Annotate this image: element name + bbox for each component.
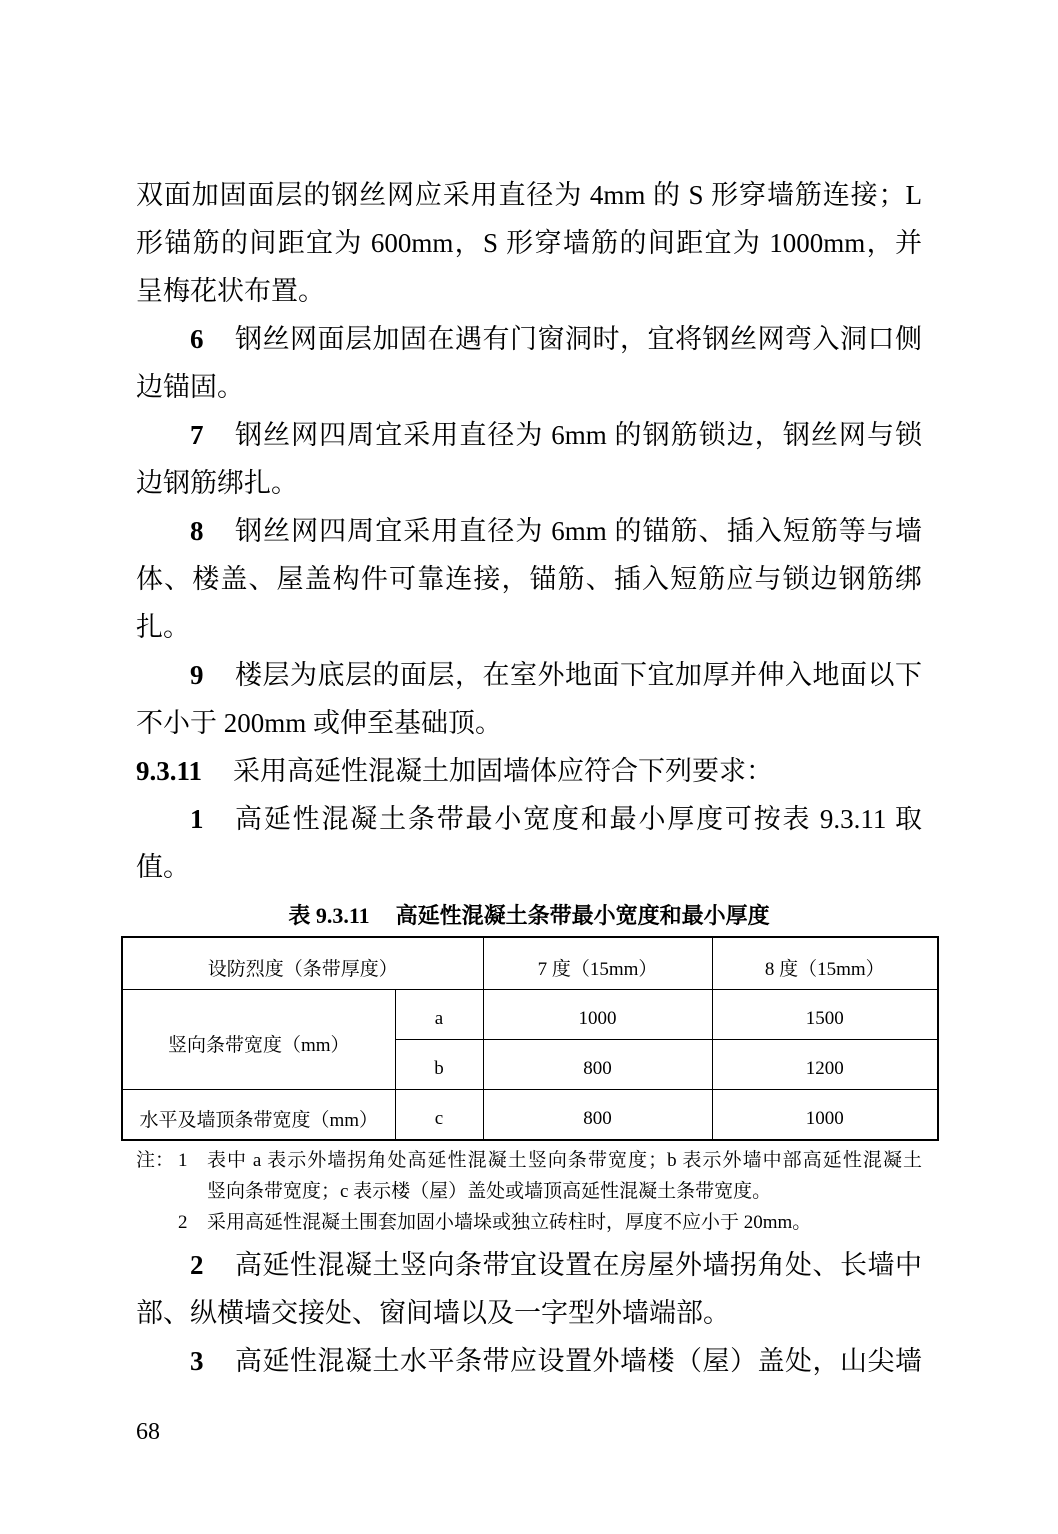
note-1-line xyxy=(136,1145,922,1176)
notes-prefix: 注： xyxy=(136,1150,175,1171)
item-number: 7 xyxy=(190,420,204,450)
table-caption xyxy=(0,902,1058,930)
item-7-line xyxy=(136,411,922,459)
notes-indent xyxy=(136,1207,178,1238)
line-text: 楼层为底层的面层，在室外地面下宜加厚并伸入地面以下 xyxy=(235,660,922,690)
line-text: 钢丝网面层加固在遇有门窗洞时，宜将钢丝网弯入洞口侧 xyxy=(235,324,922,354)
header-cell-degree-8: 8 度（15mm） xyxy=(712,937,938,989)
line-text: 高延性混凝土水平条带应设置外墙楼（屋）盖处，山尖墙 xyxy=(235,1346,922,1376)
item-9-line xyxy=(136,651,922,699)
table-caption-title: 高延性混凝土条带最小宽度和最小厚度 xyxy=(395,903,770,928)
item-8-line xyxy=(136,555,922,603)
cell-value-7: 800 xyxy=(483,1039,712,1089)
body-text-lower xyxy=(136,1241,922,1385)
cell-value-7: 1000 xyxy=(483,989,712,1039)
item-7-line xyxy=(136,459,922,507)
item-8-line xyxy=(136,507,922,555)
table-header-row xyxy=(122,937,938,989)
clause-item-1-line xyxy=(136,795,922,843)
line-text: 高延性混凝土条带最小宽度和最小厚度可按表 9.3.11 取 xyxy=(235,804,922,834)
note-2-line xyxy=(136,1207,922,1238)
note-number: 2 xyxy=(178,1212,188,1233)
clause-item-2-line xyxy=(136,1289,922,1337)
note-text: 采用高延性混凝土围套加固小墙垛或独立砖柱时，厚度不应小于 20mm。 xyxy=(207,1212,812,1233)
table-row xyxy=(122,1089,938,1140)
line-text: 呈梅花状布置。 xyxy=(136,276,325,306)
line-text: 形锚筋的间距宜为 600mm，S 形穿墙筋的间距宜为 1000mm，并 xyxy=(136,228,922,258)
row-key: c xyxy=(395,1089,483,1140)
data-table xyxy=(121,936,939,1141)
note-number: 1 xyxy=(178,1150,188,1171)
note-text: 竖向条带宽度；c 表示楼（屋）盖处或墙顶高延性混凝土条带宽度。 xyxy=(207,1181,772,1202)
clause-item-1-line xyxy=(136,843,922,891)
row-key: b xyxy=(395,1039,483,1089)
line-text: 不小于 200mm 或伸至基础顶。 xyxy=(136,708,503,738)
clause-item-2-line xyxy=(136,1241,922,1289)
cell-value-8: 1500 xyxy=(712,989,938,1039)
item-number: 1 xyxy=(190,804,204,834)
line-text: 边钢筋绑扎。 xyxy=(136,468,298,498)
body-line xyxy=(136,171,922,219)
note-1-line xyxy=(136,1176,922,1207)
cell-value-8: 1200 xyxy=(712,1039,938,1089)
row-key: a xyxy=(395,989,483,1039)
line-text: 扎。 xyxy=(136,612,190,642)
item-number: 8 xyxy=(190,516,204,546)
clause-item-3-line xyxy=(136,1337,922,1385)
line-text: 部、纵横墙交接处、窗间墙以及一字型外墙端部。 xyxy=(136,1298,730,1328)
item-6-line xyxy=(136,315,922,363)
clause-text: 采用高延性混凝土加固墙体应符合下列要求： xyxy=(233,756,773,786)
item-number: 2 xyxy=(190,1250,204,1280)
row-group-label: 水平及墙顶条带宽度（mm） xyxy=(122,1089,395,1140)
line-text: 值。 xyxy=(136,852,190,882)
line-text: 体、楼盖、屋盖构件可靠连接，锚筋、插入短筋应与锁边钢筋绑 xyxy=(136,564,922,594)
item-number: 6 xyxy=(190,324,204,354)
line-text: 钢丝网四周宜采用直径为 6mm 的钢筋锁边，钢丝网与锁 xyxy=(235,420,922,450)
row-group-label: 竖向条带宽度（mm） xyxy=(122,989,395,1089)
header-cell-degree-7: 7 度（15mm） xyxy=(483,937,712,989)
item-number: 3 xyxy=(190,1346,204,1376)
item-9-line xyxy=(136,699,922,747)
body-line xyxy=(136,219,922,267)
line-text: 高延性混凝土竖向条带宜设置在房屋外墙拐角处、长墙中 xyxy=(235,1250,922,1280)
note-text: 表中 a 表示外墙拐角处高延性混凝土竖向条带宽度；b 表示外墙中部高延性混凝土 xyxy=(207,1150,922,1171)
table-notes xyxy=(136,1145,922,1238)
table-row xyxy=(122,989,938,1039)
cell-value-7: 800 xyxy=(483,1089,712,1140)
item-number: 9 xyxy=(190,660,204,690)
line-text: 双面加固面层的钢丝网应采用直径为 4mm 的 S 形穿墙筋连接；L xyxy=(136,180,922,210)
clause-heading xyxy=(136,747,922,795)
line-text: 边锚固。 xyxy=(136,372,244,402)
table-caption-label: 表 9.3.11 xyxy=(288,903,370,928)
page-number: 68 xyxy=(136,1419,160,1445)
line-text: 钢丝网四周宜采用直径为 6mm 的锚筋、插入短筋等与墙 xyxy=(235,516,922,546)
cell-value-8: 1000 xyxy=(712,1089,938,1140)
body-line xyxy=(136,267,922,315)
item-6-line xyxy=(136,363,922,411)
clause-number: 9.3.11 xyxy=(136,756,203,786)
header-cell-intensity: 设防烈度（条带厚度） xyxy=(122,937,483,989)
item-8-line xyxy=(136,603,922,651)
body-text-upper xyxy=(136,171,922,891)
